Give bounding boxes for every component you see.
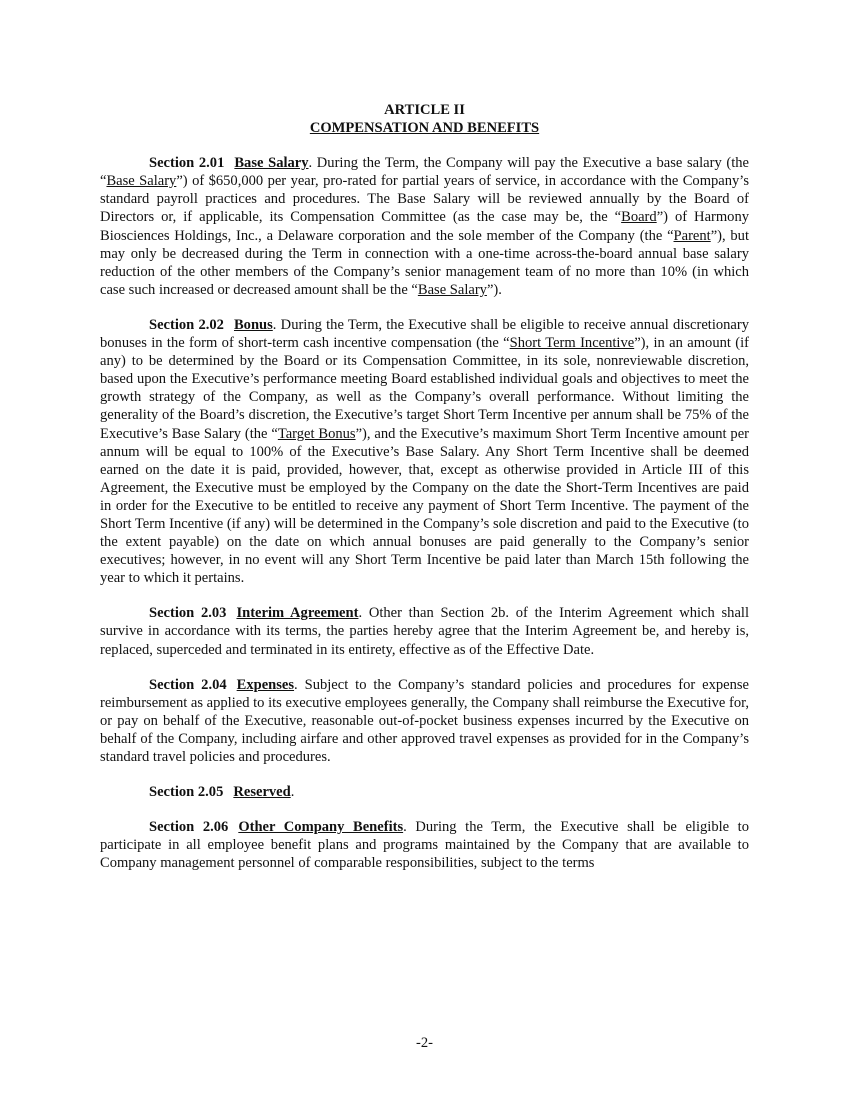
section-title-punct: . — [290, 784, 295, 801]
page-number: -2- — [416, 1035, 433, 1051]
section-number: Section 2.01 — [149, 155, 225, 172]
section-title-punct: . — [294, 676, 298, 693]
defined-term: Short Term Incentive — [509, 335, 635, 352]
section-text: During the Term, the Executive shall be eligible to receive annual discretionary bonuses in the form of short-term cash incentive compensation (the “ — [100, 316, 749, 352]
section-title: Expenses — [236, 676, 295, 693]
section-2-06 — [100, 818, 749, 872]
defined-term: Base Salary — [106, 173, 177, 190]
defined-term: Target Bonus — [277, 425, 356, 442]
section-text: Other than Section 2b. of the Interim Agreement which shall survive in accordance with its terms, the parties hereby agree that the Interim Agreement be, and hereby is, replaced, superceded and terminated in its entirety, effective as of the Effective Date. — [100, 605, 749, 658]
section-title: Bonus — [233, 316, 273, 333]
article-title: COMPENSATION AND BENEFITS — [309, 120, 540, 137]
section-2-02 — [100, 316, 749, 587]
section-text: ”) of $650,000 per year, pro-rated for partial years of service, in accordance with the Company’s standard payroll practices and procedures. The Base Salary will be reviewed annually by the Board of Directors or, if applicable, its Compensation Committee (as the case may be, the “ — [100, 173, 750, 226]
section-title-punct: . — [272, 316, 277, 333]
section-text: ”). — [486, 281, 502, 298]
section-text: ”), but may only be decreased during the Term in connection with a one-time across-the-board annual base salary reduction of the other members of the Company’s senior management team of no more than 10% (in which case such increased or decreased amount shall be the “ — [100, 227, 749, 298]
section-title: Interim Agreement — [236, 605, 359, 622]
section-number: Section 2.05 — [149, 784, 224, 801]
section-2-05 — [100, 783, 749, 801]
section-2-01 — [100, 154, 749, 299]
section-text: ”), in an amount (if any) to be determined by the Board or its Compensation Committee, in its sole, nonreviewable discretion, based upon the Executive’s performance meeting Board established individual goals and objectives to meet the growth strategy of the Company, as well as the Company’s overall performance. Without limiting the generality of the Board’s discretion, the Executive’s target Short Term Incentive per annum shall be 75% of the Executive’s Base Salary (the “ — [100, 335, 749, 442]
section-title-punct: . — [308, 155, 313, 172]
section-title: Base Salary — [234, 155, 309, 172]
article-heading — [100, 101, 749, 137]
section-number: Section 2.04 — [149, 676, 227, 693]
section-title-punct: . — [403, 819, 407, 836]
section-number: Section 2.02 — [149, 316, 224, 333]
defined-term: Base Salary — [417, 281, 487, 298]
section-text: ”), and the Executive’s maximum Short Term Incentive amount per annum will be equal to 100% of the Executive’s Base Salary. Any Short Term Incentive shall be deemed earned on the date it is paid, provided, however, that, except as otherwise provided in Article III of this Agreement, the Executive must be employed by the Company on the date the Short-Term Incentives are paid in order for the Executive to be entitled to receive any payment of Short Term Incentive. The payment of the Short Term Incentive (if any) will be determined in the Company’s sole discretion and paid to the Executive (to the extent payable) on the date on which annual bonuses are paid generally to the Company’s senior executives; however, in no event will any Short Term Incentive be paid later than March 15th following the year to which it pertains. — [100, 425, 749, 587]
section-text: During the Term, the Executive shall be eligible to participate in all employee benefit plans and programs maintained by the Company that are available to Company management personnel of comparable responsibilities, subject to the terms — [100, 819, 749, 872]
section-text: ”) of Harmony Biosciences Holdings, Inc., a Delaware corporation and the sole member of the Company (the “ — [100, 209, 750, 244]
section-number: Section 2.03 — [149, 605, 227, 622]
section-number: Section 2.06 — [149, 819, 229, 836]
defined-term: Board — [621, 209, 657, 226]
section-text: Subject to the Company’s standard policies and procedures for expense reimbursement as applied to its executive employees generally, the Company shall reimburse the Executive for, or pay on behalf of the Executive, reasonable out-of-pocket business expenses incurred by the Executive on behalf of the Company, including airfare and other approved travel expenses as provided for in the Company’s standard travel policies and procedures. — [100, 676, 749, 765]
section-2-03 — [100, 604, 749, 658]
section-title: Other Company Benefits — [238, 819, 404, 836]
section-text: During the Term, the Company will pay the Executive a base salary (the “ — [100, 155, 749, 190]
defined-term: Parent — [673, 227, 711, 244]
section-title: Reserved — [233, 784, 291, 801]
section-2-04 — [100, 676, 749, 766]
section-title-punct: . — [358, 605, 363, 622]
article-number: ARTICLE II — [384, 102, 465, 118]
document-page — [100, 101, 749, 872]
